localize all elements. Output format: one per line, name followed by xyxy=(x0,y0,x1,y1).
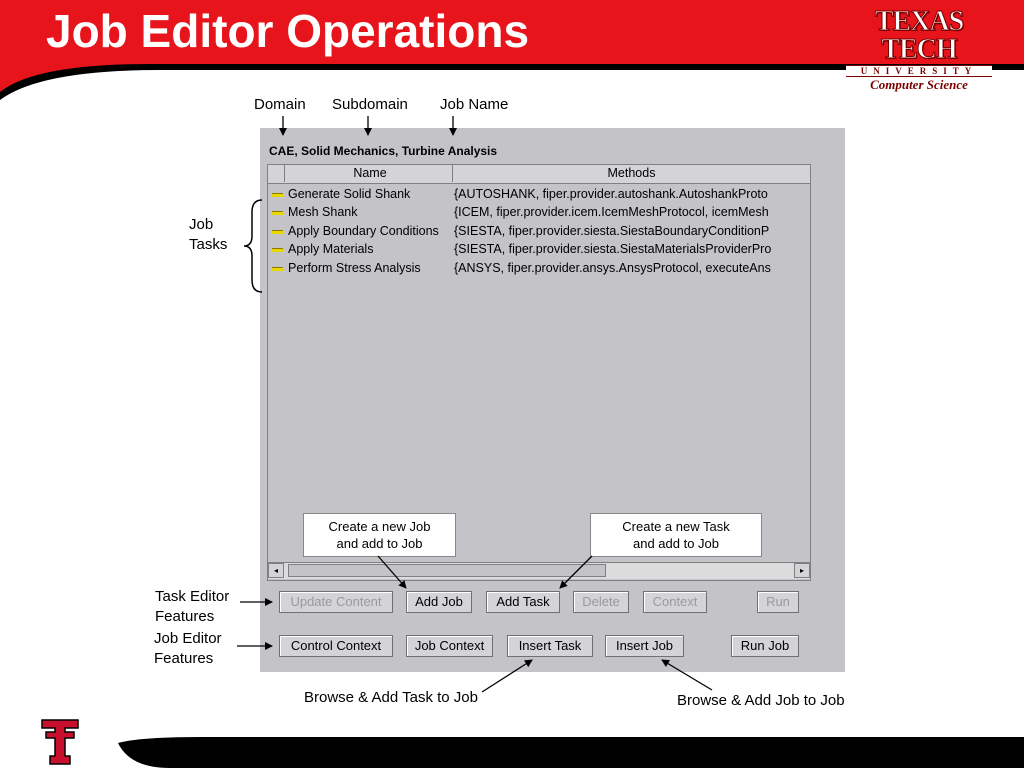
task-methods: {ANSYS, fiper.provider.ansys.AnsysProtocol, executeAns xyxy=(454,261,771,275)
task-methods: {ICEM, fiper.provider.icem.IcemMeshProtocol, icemMesh xyxy=(454,205,769,219)
table-row[interactable] xyxy=(268,240,810,258)
callout-new-task-line1: Create a new Task xyxy=(622,519,730,534)
double-t-logo-icon xyxy=(40,718,80,766)
task-marker-icon xyxy=(272,267,283,271)
logo-line2: UNIVERSITY xyxy=(846,65,992,77)
task-marker-icon xyxy=(272,211,283,215)
subdomain-label: Subdomain xyxy=(332,96,408,113)
delete-button[interactable]: Delete xyxy=(573,591,629,613)
job-editor-label-line1: Job Editor xyxy=(154,630,222,647)
run-job-button[interactable]: Run Job xyxy=(731,635,799,657)
task-editor-features-label xyxy=(155,587,229,627)
task-methods: {SIESTA, fiper.provider.siesta.SiestaMaterialsProviderPro xyxy=(454,242,772,256)
browse-add-task-label: Browse & Add Task to Job xyxy=(304,689,478,706)
scroll-thumb[interactable] xyxy=(288,564,606,577)
logo-line1: TEXAS TECH xyxy=(874,6,964,65)
task-name: Perform Stress Analysis xyxy=(288,261,421,275)
job-name-label: Job Name xyxy=(440,96,509,113)
job-editor-features-label xyxy=(154,629,222,669)
table-row[interactable] xyxy=(268,259,810,277)
task-marker-icon xyxy=(272,230,283,234)
control-context-button[interactable]: Control Context xyxy=(279,635,393,657)
logo-line3: Computer Science xyxy=(870,77,968,92)
job-tasks-label xyxy=(189,215,227,255)
scroll-right-icon[interactable]: ▸ xyxy=(794,563,810,578)
insert-task-button[interactable]: Insert Task xyxy=(507,635,593,657)
table-row[interactable] xyxy=(268,203,810,221)
run-button[interactable]: Run xyxy=(757,591,799,613)
horizontal-scrollbar[interactable] xyxy=(268,562,810,579)
domain-label: Domain xyxy=(254,96,306,113)
add-task-button[interactable]: Add Task xyxy=(486,591,560,613)
task-marker-icon xyxy=(272,193,283,197)
task-editor-label-line2: Features xyxy=(155,608,215,625)
job-tasks-label-line2: Tasks xyxy=(189,236,228,253)
table-row[interactable] xyxy=(268,222,810,240)
browse-add-job-label: Browse & Add Job to Job xyxy=(677,692,845,709)
callout-new-task xyxy=(590,513,762,557)
add-job-button[interactable]: Add Job xyxy=(406,591,472,613)
scroll-left-icon[interactable]: ◂ xyxy=(268,563,284,578)
insert-job-button[interactable]: Insert Job xyxy=(605,635,684,657)
job-context-button[interactable]: Job Context xyxy=(406,635,493,657)
column-header-name[interactable]: Name xyxy=(288,165,453,182)
task-marker-icon xyxy=(272,248,283,252)
context-button[interactable]: Context xyxy=(643,591,707,613)
callout-new-job xyxy=(303,513,456,557)
job-path-title: CAE, Solid Mechanics, Turbine Analysis xyxy=(269,144,498,158)
column-header-methods[interactable]: Methods xyxy=(607,166,656,180)
task-name: Mesh Shank xyxy=(288,205,358,219)
task-name: Apply Materials xyxy=(288,242,374,256)
table-row[interactable] xyxy=(268,185,810,203)
update-content-button[interactable]: Update Content xyxy=(279,591,393,613)
task-name: Apply Boundary Conditions xyxy=(288,224,439,238)
job-tasks-label-line1: Job xyxy=(189,216,214,233)
header-corner xyxy=(268,165,285,182)
callout-new-job-line2: and add to Job xyxy=(336,536,423,551)
job-editor-label-line2: Features xyxy=(154,650,214,667)
task-editor-label-line1: Task Editor xyxy=(155,588,230,605)
table-header xyxy=(268,165,810,184)
slide-title: Job Editor Operations xyxy=(46,5,530,57)
texas-tech-logo xyxy=(836,6,1002,92)
task-methods: {SIESTA, fiper.provider.siesta.SiestaBoundaryConditionP xyxy=(454,224,770,238)
footer-bar xyxy=(0,735,1024,768)
task-methods: {AUTOSHANK, fiper.provider.autoshank.AutoshankProto xyxy=(454,187,768,201)
callout-new-job-line1: Create a new Job xyxy=(328,519,431,534)
task-name: Generate Solid Shank xyxy=(288,187,411,201)
callout-new-task-line2: and add to Job xyxy=(632,536,720,551)
